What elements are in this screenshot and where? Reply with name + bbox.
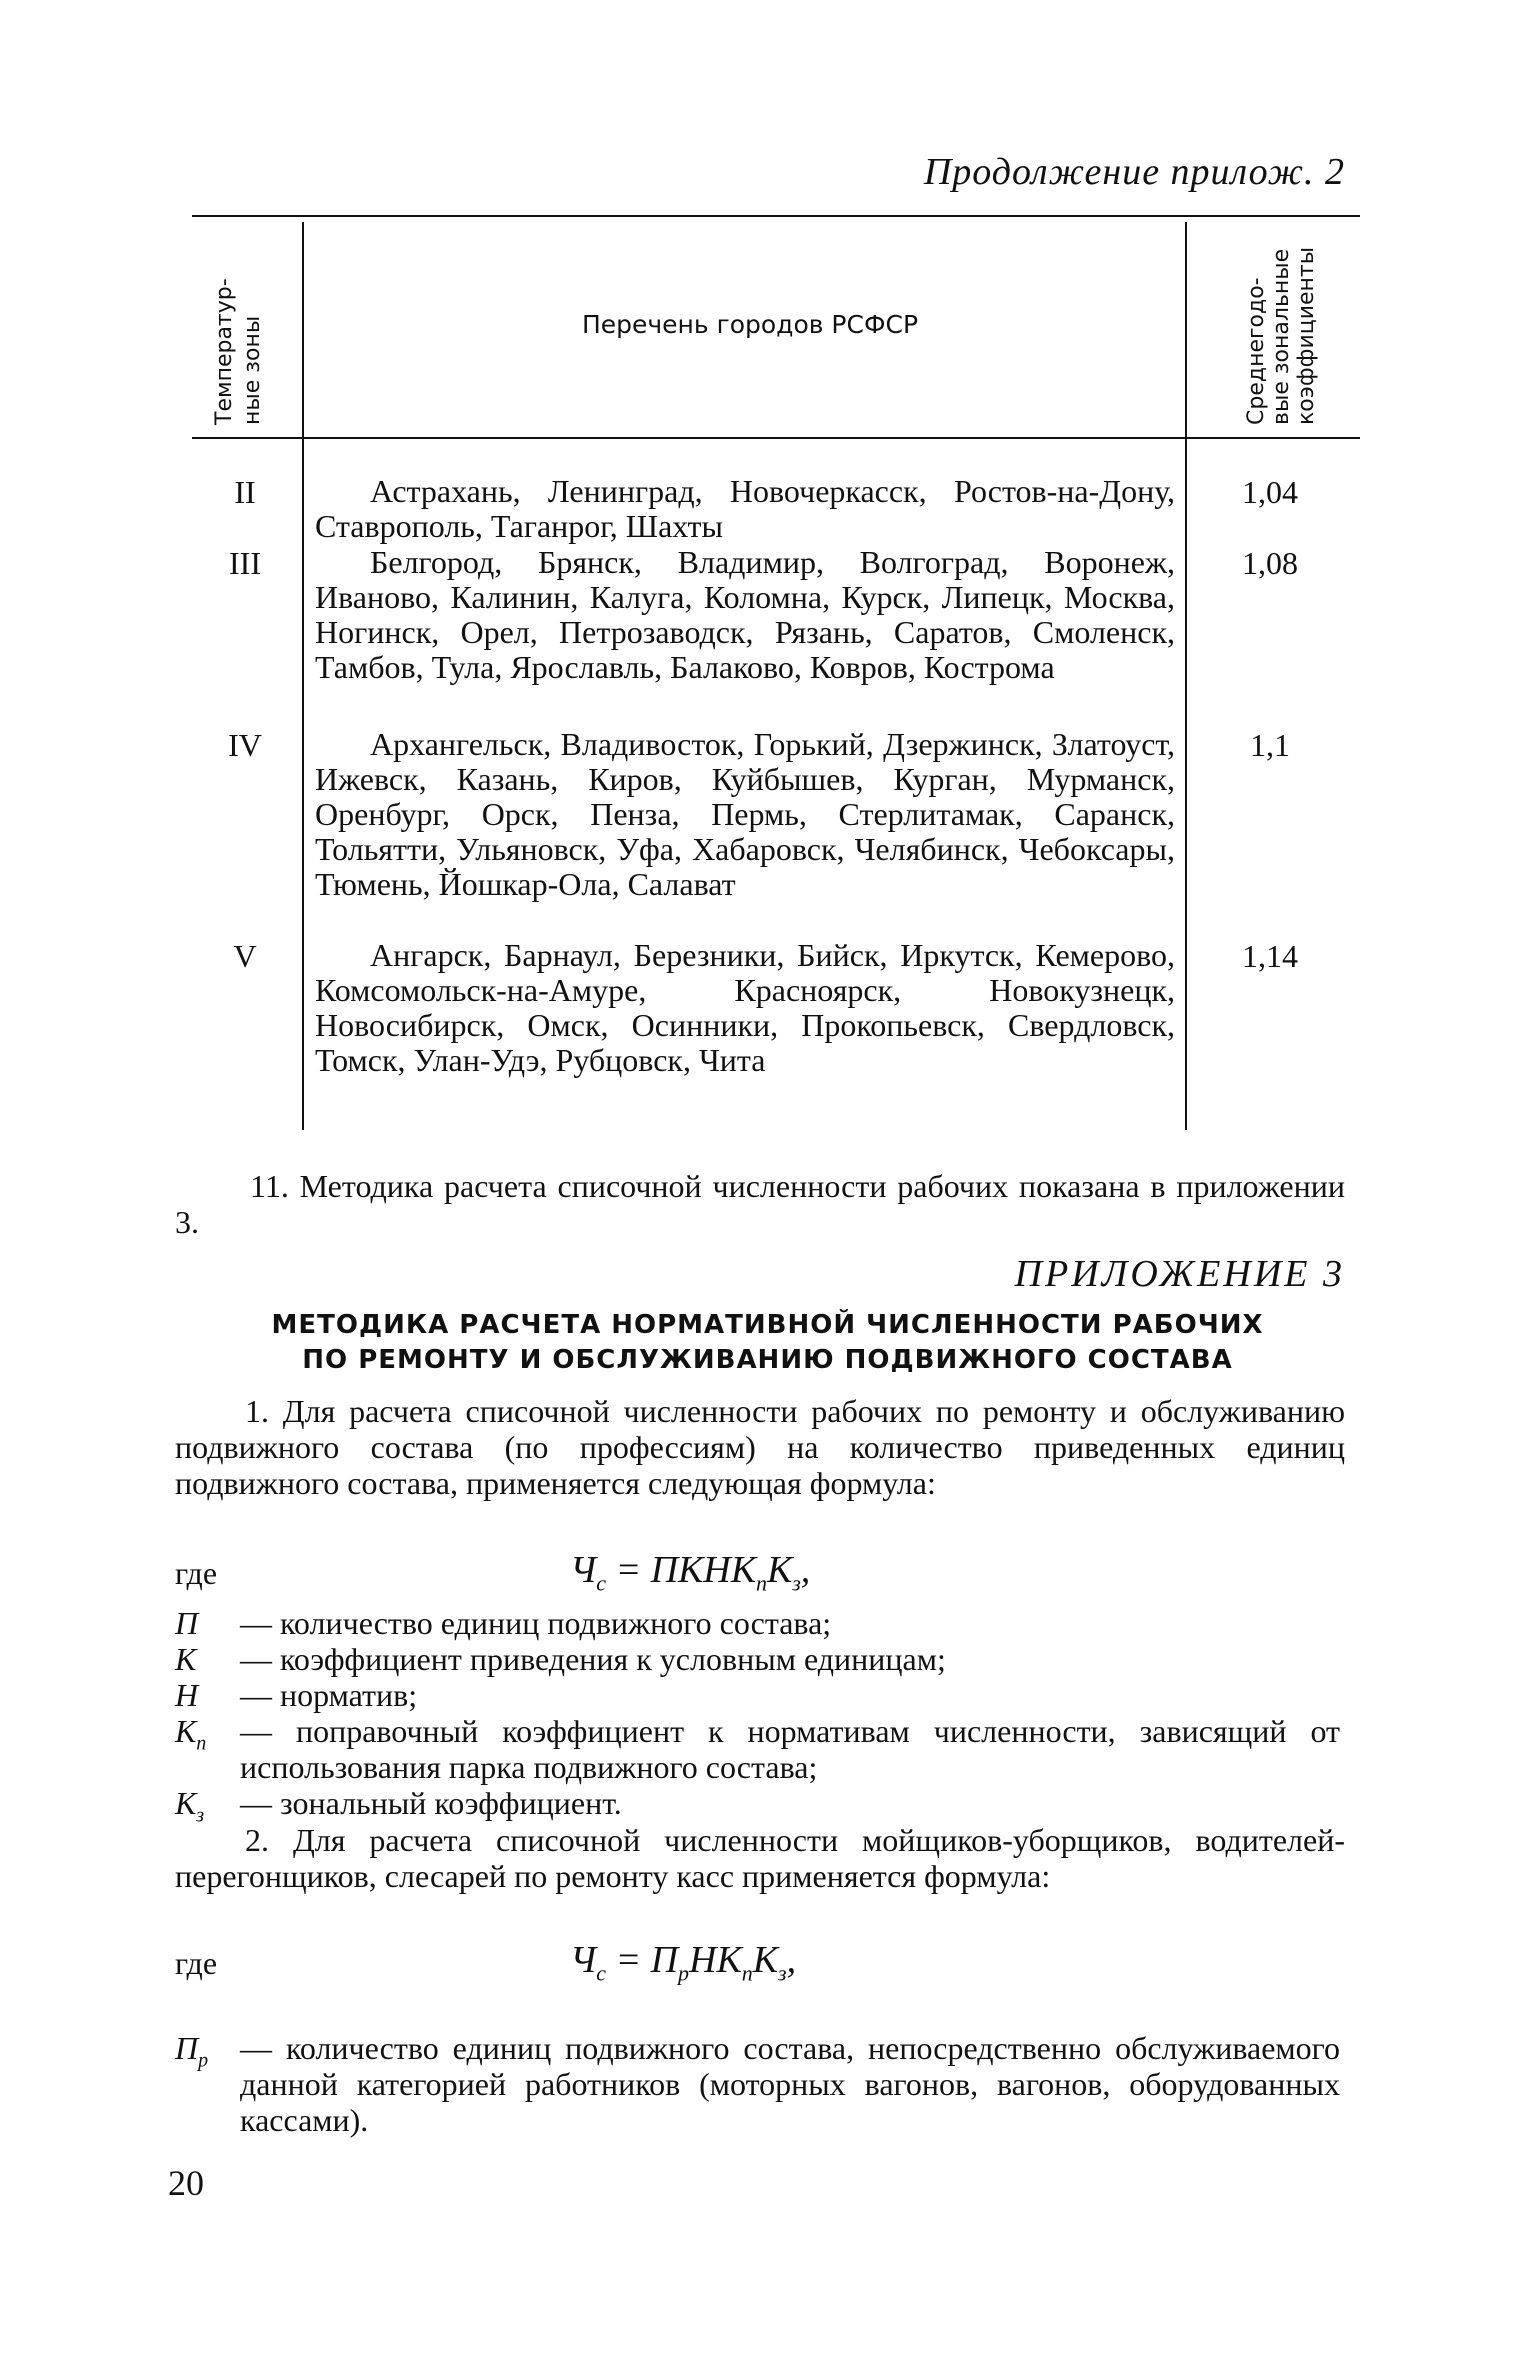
formula-2-rhs-b: НК (689, 1939, 742, 1981)
formula-2-sub-r: р (678, 1960, 690, 1986)
table-top-rule (192, 215, 1360, 217)
formula-1-tail: , (800, 1549, 811, 1591)
definition-symbol (175, 1713, 245, 1755)
appendix-label: ПРИЛОЖЕНИЕ 3 (1014, 1253, 1345, 1295)
paragraph-11: 11. Методика расчета списочной численности рабочих показана в приложении 3. (175, 1168, 1345, 1240)
zone-cell: II (234, 474, 256, 510)
table-col-divider-left (302, 222, 304, 1130)
coefficient-cell: 1,14 (1242, 938, 1298, 974)
definition-symbol (175, 2030, 245, 2072)
definition-text: — норматив; (240, 1677, 418, 1713)
formula-2-rhs-c: К (752, 1939, 778, 1981)
definition-symbol (175, 1641, 245, 1678)
formula-1-rhs-a: = ПКНК (605, 1549, 756, 1591)
col-header-cities: Перечень городов РСФСР (581, 310, 919, 339)
definition-text: — количество единиц подвижного состава; (240, 1605, 832, 1641)
zone-cell: III (229, 545, 261, 581)
item-2-text: 2. Для расчета списочной численности мойщиков-уборщиков, водителей-перегонщиков, слесарей по ремонту касс применяется формула: (175, 1822, 1345, 1894)
appendix-title-line2: ПО РЕМОНТУ И ОБСЛУЖИВАНИЮ ПОДВИЖНОГО СОСТАВА (302, 1345, 1233, 1375)
definition-symbol-text: К (175, 1785, 197, 1821)
formula-2-rhs-a: = П (605, 1939, 679, 1981)
table-col-divider-right (1185, 222, 1187, 1130)
cities-cell: Астрахань, Ленинград, Новочеркасск, Ростов-на-Дону, Ставрополь, Таганрог, Шахты (315, 473, 1175, 544)
page-number: 20 (168, 2163, 204, 2203)
definition-symbol-sub: з (196, 1804, 205, 1827)
cities-cell: Ангарск, Барнаул, Березники, Бийск, Иркутск, Кемерово, Комсомольск-на-Амуре, Красноярск, Новокузнецк, Новосибирск, Омск, Осинники, Прокопьевск, Свердловск, Томск, Улан-Удэ, Рубцовск, Чита (315, 937, 1175, 1078)
col-header-zones-line1: Температур- (212, 278, 237, 425)
formula-2-tail: , (786, 1939, 797, 1981)
formula-2-sub-p: п (741, 1960, 753, 1986)
formula-2-lhs-sub: с (596, 1960, 606, 1986)
item-1-text: 1. Для расчета списочной численности рабочих по ремонту и обслуживанию подвижного состава (по профессиям) на количество приведенных единиц подвижного состава, применяется следующая формула: (175, 1393, 1345, 1501)
col-header-zones-line2: ные зоны (240, 315, 265, 425)
formula-2-sub-z: з (777, 1960, 787, 1986)
formula-1-rhs-b: К (766, 1549, 793, 1591)
col-header-coef-line2: вые зональные (1269, 248, 1294, 425)
formula-2-lhs: Ч (570, 1939, 597, 1981)
appendix-title-line1: МЕТОДИКА РАСЧЕТА НОРМАТИВНОЙ ЧИСЛЕННОСТИ РАБОЧИХ (271, 1310, 1264, 1340)
definition-text: — поправочный коэффициент к нормативам численности, зависящий от использования парка подвижного состава; (240, 1713, 1340, 1785)
where-label-1: где (175, 1555, 218, 1591)
formula-1-sub-p: п (755, 1570, 767, 1596)
definition-text: — зональный коэффициент. (240, 1785, 622, 1821)
formula-1-lhs: Ч (570, 1549, 597, 1591)
definition-symbol-text: П (175, 1605, 199, 1641)
formula-2 (570, 1938, 796, 1987)
definition-symbol (175, 1605, 245, 1642)
where-label-2: где (175, 1945, 218, 1981)
col-header-coef-line1: Среднегодо- (1244, 277, 1269, 425)
formula-1-lhs-sub: с (596, 1570, 606, 1596)
formula-1 (570, 1548, 810, 1597)
definition-symbol-text: К (175, 1713, 197, 1749)
zone-cell: IV (228, 727, 262, 763)
coefficient-cell: 1,1 (1250, 727, 1290, 763)
definition-text: — коэффициент приведения к условным единицам; (240, 1641, 946, 1677)
cities-cell: Белгород, Брянск, Владимир, Волгоград, Воронеж, Иваново, Калинин, Калуга, Коломна, Курск, Липецк, Москва, Ногинск, Орел, Петрозаводск, Рязань, Саратов, Смоленск, Тамбов, Тула, Ярославль, Балаково, Ковров, Кострома (315, 544, 1175, 685)
cities-cell: Архангельск, Владивосток, Горький, Дзержинск, Златоуст, Ижевск, Казань, Киров, Куйбышев, Курган, Мурманск, Оренбург, Орск, Пенза, Пермь, Стерлитамак, Саранск, Тольятти, Ульяновск, Уфа, Хабаровск, Челябинск, Чебоксары, Тюмень, Йошкар-Ола, Салават (315, 726, 1175, 902)
definition-symbol-text: Н (175, 1677, 199, 1713)
zone-cell: V (233, 938, 257, 974)
formula-1-sub-z: з (792, 1570, 801, 1596)
definition-symbol-sub: п (196, 1732, 207, 1755)
continuation-label: Продолжение прилож. 2 (923, 151, 1345, 193)
definition-symbol-text: П (175, 2030, 199, 2066)
coefficient-cell: 1,04 (1242, 474, 1298, 510)
definition-text: — количество единиц подвижного состава, непосредственно обслуживаемого данной категорией работников (моторных вагонов, вагонов, оборудованных кассами). (240, 2030, 1340, 2138)
col-header-coef-line3: коэффициенты (1294, 246, 1319, 425)
definition-symbol-text: К (175, 1641, 197, 1677)
coefficient-cell: 1,08 (1242, 545, 1298, 581)
definition-symbol (175, 1677, 245, 1714)
definition-symbol-sub: р (198, 2049, 209, 2072)
